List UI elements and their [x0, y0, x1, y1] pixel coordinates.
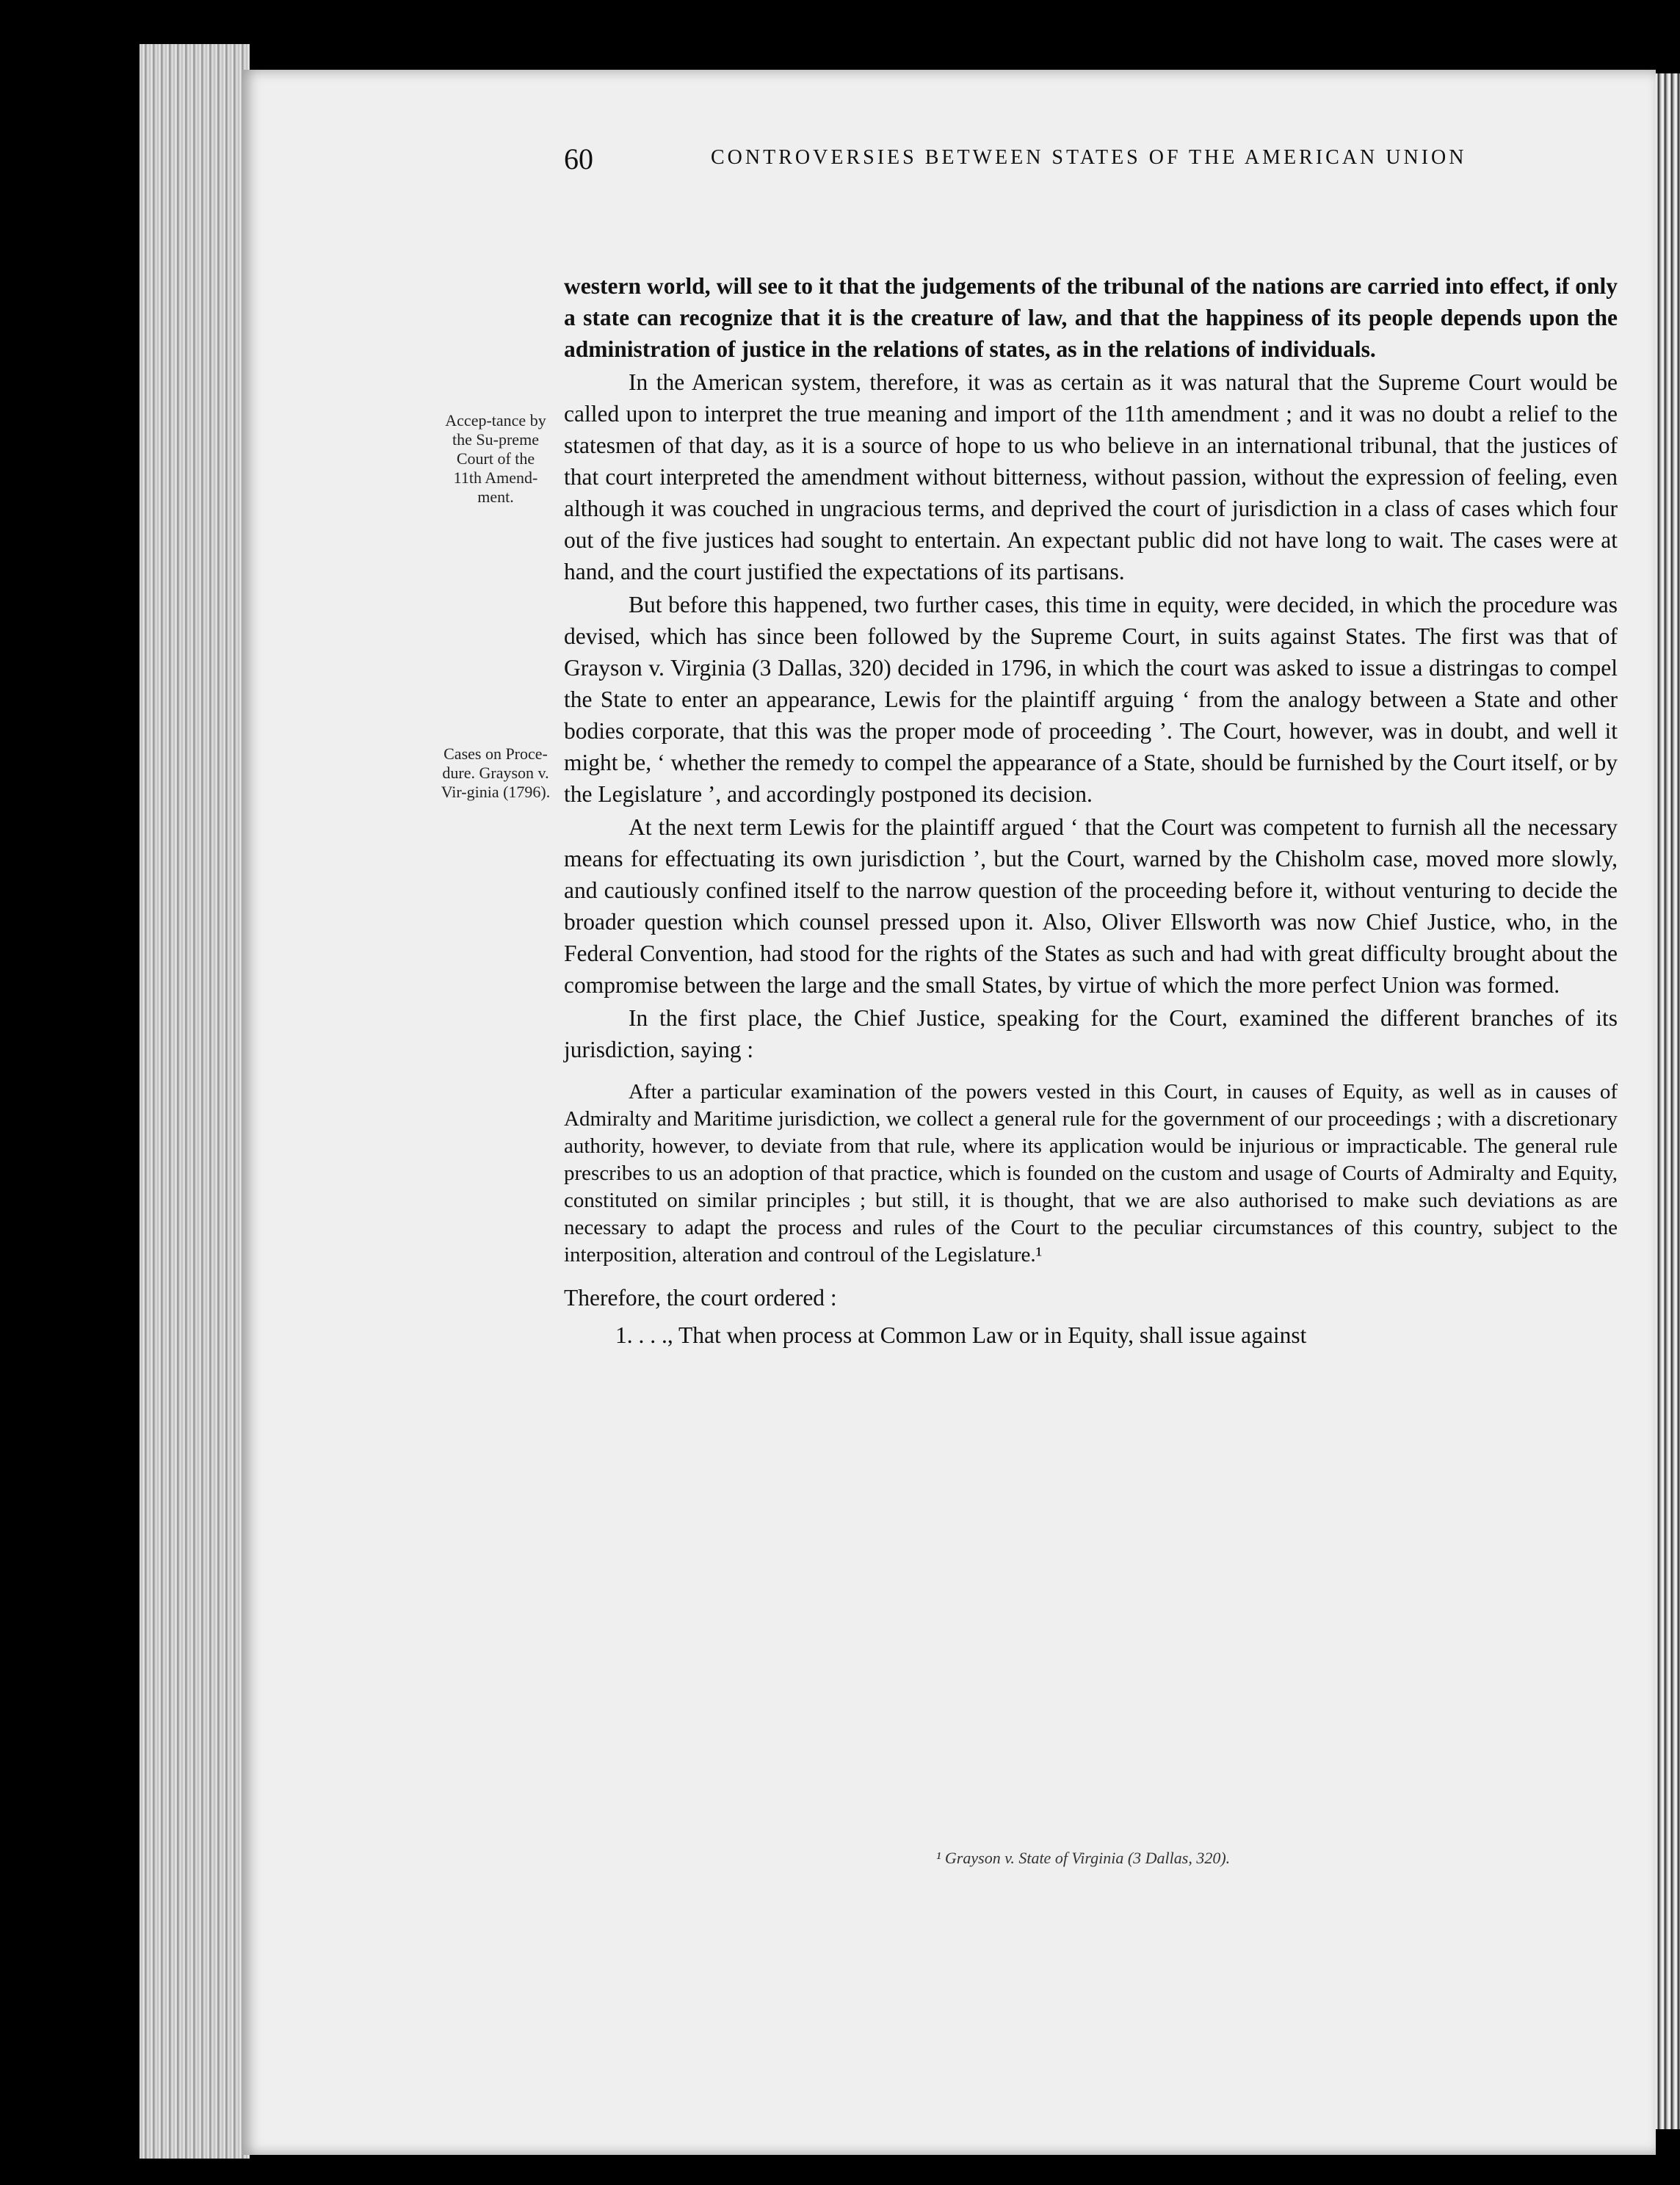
paragraph: At the next term Lewis for the plaintiff argued ‘ that the Court was competent to furnish all the necessary means for effectuating its own jurisdiction ’, but the Court, warned by the Chisholm case, moved more slowly, and cautiously confined itself to the narrow question of the proceeding before it, without venturing to decide the broader question which counsel pressed upon it. Also, Oliver Ellsworth was now Chief Justice, who, in the Federal Convention, had stood for the rights of the States as such and had with great difficulty brought about the compromise between the large and the small States, by virtue of which the more perfect Union was formed. [564, 814, 1618, 998]
paragraph: western world, will see to it that the judgements of the tribunal of the nations are carried into effect, if only a state can recognize that it is the creature of law, and that the happiness of its people depends upon the administration of justice in the relations of states, as in the relations of individuals. [564, 273, 1618, 362]
paragraph: Therefore, the court ordered : [564, 1285, 837, 1311]
body-text [564, 270, 1618, 1352]
block-quote: After a particular examination of the powers vested in this Court, in causes of Equity, as well as in causes of Admiralty and Maritime jurisdiction, we collect a general rule for the government of our proceedings ; with a discretionary authority, however, to deviate from that rule, where its application would be injurious or impracticable. The general rule prescribes to us an adoption of that practice, which is founded on the custom and usage of Courts of Admiralty and Equity, constituted on similar principles ; but still, it is thought, that we are also authorised to make such deviations as are necessary to adapt the process and rules of the Court to the peculiar circumstances of this country, subject to the interposition, alteration and controul of the Legislature.¹ [564, 1080, 1618, 1267]
paragraph: In the first place, the Chief Justice, speaking for the Court, examined the different branches of its jurisdiction, saying : [564, 1005, 1618, 1062]
book-page-edges-left [140, 44, 250, 2159]
footnote: ¹ Grayson v. State of Virginia (3 Dallas, 320). [935, 1849, 1231, 1867]
paragraph: In the American system, therefore, it was as certain as it was natural that the Supreme Court would be called upon to interpret the true meaning and import of the 11th amendment ; and it was no doubt a relief to the statesmen of that day, as it is a source of hope to us who believe in an international tribunal, that the justices of that court interpreted the amendment without bitterness, without passion, without the expression of feeling, even although it was couched in ungracious terms, and deprived the court of jurisdiction in a class of cases which four out of the five justices had sought to entertain. An expectant public did not have long to wait. The cases were at hand, and the court justified the expectations of its partisans. [564, 369, 1618, 584]
running-title: CONTROVERSIES BETWEEN STATES OF THE AMERICAN UNION [711, 146, 1467, 169]
margin-note: Accep-tance by the Su-preme Court of the 11th Amend-ment. [445, 411, 546, 506]
numbered-item: 1. . . ., That when process at Common Law or in Equity, shall issue against [615, 1322, 1307, 1348]
margin-note: Cases on Proce-dure. Grayson v. Vir-ginia (1796). [441, 744, 551, 801]
page-number: 60 [564, 142, 593, 175]
page-header [564, 142, 1529, 186]
paragraph: But before this happened, two further cases, this time in equity, were decided, in which the procedure was devised, which has since been followed by the Supreme Court, in suits against States. The first was that of Grayson v. Virginia (3 Dallas, 320) decided in 1796, in which the court was asked to issue a distringas to compel the State to enter an appearance, Lewis for the plaintiff arguing ‘ from the analogy between a State and other bodies corporate, that this was the proper mode of proceeding ’. The Court, however, was in doubt, and well it might be, ‘ whether the remedy to compel the appearance of a State, should be furnished by the Court itself, or by the Legislature ’, and accordingly postponed its decision. [564, 592, 1618, 807]
